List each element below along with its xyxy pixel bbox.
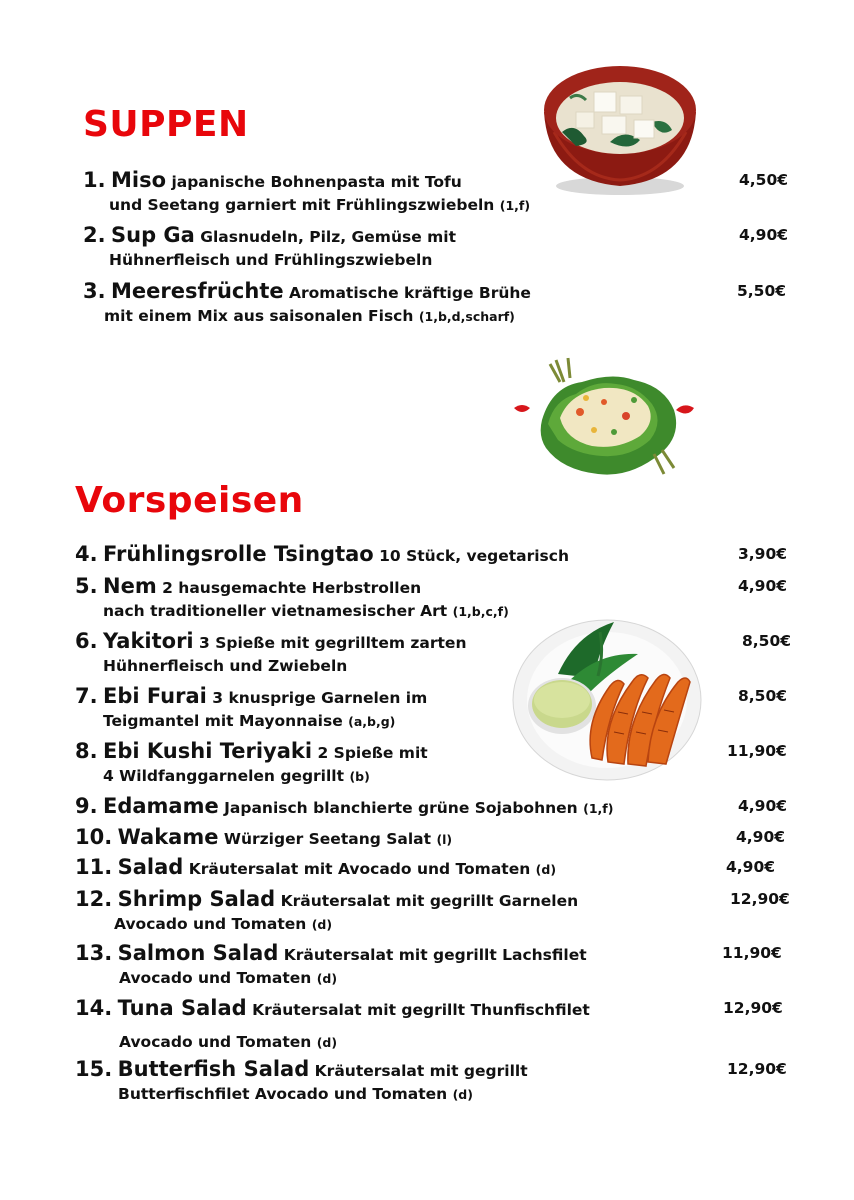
- section-title-suppen: SUPPEN: [83, 104, 249, 145]
- item-allergens: (1,f): [499, 198, 531, 213]
- item-number: 6.: [75, 629, 98, 653]
- item-name: Salad: [117, 855, 184, 879]
- grilled-shrimp-photo: [510, 612, 704, 782]
- item-name: Edamame: [103, 794, 219, 818]
- item-description: 2 hausgemachte Herbstrollen: [162, 579, 422, 597]
- item-name: Yakitori: [103, 629, 194, 653]
- item-allergens: (a,b,g): [348, 714, 396, 729]
- item-number: 9.: [75, 794, 98, 818]
- item-description: Japanisch blanchierte grüne Sojabohnen: [224, 799, 578, 817]
- item-description: 10 Stück, vegetarisch: [379, 547, 569, 565]
- item-description: 2 Spieße mit: [317, 744, 428, 762]
- item-allergens: (1,b,c,f): [452, 604, 509, 619]
- section-title-vorspeisen: Vorspeisen: [75, 480, 304, 521]
- item-price: 4,90€: [739, 226, 789, 244]
- item-description-line2: Avocado und Tomaten: [119, 969, 312, 987]
- item-number: 7.: [75, 684, 98, 708]
- item-name: Ebi Furai: [103, 684, 207, 708]
- item-description-line2: und Seetang garniert mit Frühlingszwiebeln: [109, 196, 495, 214]
- menu-item-meeresfruechte: [83, 279, 531, 328]
- menu-item-butterfish-salad: [75, 1057, 528, 1106]
- item-number: 12.: [75, 887, 113, 911]
- item-number: 15.: [75, 1057, 113, 1081]
- item-price: 12,90€: [727, 1060, 787, 1078]
- menu-item-nem: [75, 574, 509, 623]
- item-description-line2: Avocado und Tomaten: [114, 915, 307, 933]
- item-price: 4,90€: [736, 828, 786, 846]
- item-number: 13.: [75, 941, 113, 965]
- item-allergens: (d): [535, 862, 557, 877]
- item-price: 4,90€: [726, 858, 776, 876]
- menu-item-shrimp-salad: [75, 887, 578, 936]
- item-price: 3,90€: [738, 545, 788, 563]
- item-allergens: (1,b,d,scharf): [418, 309, 515, 324]
- item-price: 12,90€: [730, 890, 790, 908]
- item-allergens: (l): [436, 832, 453, 847]
- item-allergens: (b): [349, 769, 370, 784]
- miso-soup-photo: [540, 62, 700, 198]
- item-number: 11.: [75, 855, 113, 879]
- item-number: 5.: [75, 574, 98, 598]
- item-name: Wakame: [117, 825, 219, 849]
- item-name: Nem: [103, 574, 157, 598]
- item-description-line2: 4 Wildfanggarnelen gegrillt: [103, 767, 345, 785]
- menu-item-edamame: [75, 794, 613, 821]
- item-number: 3.: [83, 279, 106, 303]
- item-name: Meeresfrüchte: [111, 279, 284, 303]
- item-name: Butterfish Salad: [117, 1057, 310, 1081]
- item-name: Sup Ga: [111, 223, 195, 247]
- item-description: 3 Spieße mit gegrilltem zarten: [199, 634, 467, 652]
- menu-item-salmon-salad: [75, 941, 587, 990]
- item-price: 4,90€: [738, 577, 788, 595]
- item-description: Würziger Seetang Salat: [223, 830, 432, 848]
- item-price: 4,90€: [738, 797, 788, 815]
- item-description-line2: mit einem Mix aus saisonalen Fisch: [104, 307, 414, 325]
- menu-item-salad: [75, 855, 556, 882]
- item-price: 11,90€: [727, 742, 787, 760]
- item-name: Shrimp Salad: [117, 887, 276, 911]
- menu-item-wakame: [75, 825, 452, 852]
- item-description: Glasnudeln, Pilz, Gemüse mit: [200, 228, 456, 246]
- item-allergens: (d): [316, 971, 338, 986]
- menu-item-ebi-furai: [75, 684, 427, 733]
- menu-item-fruehlingsrolle: [75, 542, 569, 568]
- item-description: Kräutersalat mit Avocado und Tomaten: [188, 860, 531, 878]
- item-price: 12,90€: [723, 999, 783, 1017]
- item-price: 8,50€: [742, 632, 792, 650]
- item-description: Kräutersalat mit gegrillt Thunfischfilet: [252, 1001, 590, 1019]
- item-description-line2: nach traditioneller vietnamesischer Art: [103, 602, 448, 620]
- item-description-line2: Teigmantel mit Mayonnaise: [103, 712, 343, 730]
- item-description: Kräutersalat mit gegrillt: [314, 1062, 528, 1080]
- item-number: 4.: [75, 542, 98, 566]
- item-price: 11,90€: [722, 944, 782, 962]
- item-number: 14.: [75, 996, 113, 1020]
- menu-item-miso: [83, 168, 530, 217]
- item-name: Ebi Kushi Teriyaki: [103, 739, 313, 763]
- item-description: Kräutersalat mit gegrillt Lachsfilet: [283, 946, 587, 964]
- item-allergens: (1,f): [583, 801, 614, 816]
- item-number: 2.: [83, 223, 106, 247]
- item-price: 4,50€: [739, 171, 789, 189]
- menu-item-ebi-kushi-teriyaki: [75, 739, 428, 788]
- item-description-line2: Hühnerfleisch und Frühlingszwiebeln: [109, 251, 433, 269]
- item-description-line2: Hühnerfleisch und Zwiebeln: [103, 657, 348, 675]
- item-description: 3 knusprige Garnelen im: [212, 689, 428, 707]
- item-allergens: (d): [311, 917, 333, 932]
- item-allergens: (d): [316, 1035, 338, 1050]
- item-name: Tuna Salad: [117, 996, 247, 1020]
- menu-item-tuna-salad: [75, 996, 590, 1054]
- item-description: Kräutersalat mit gegrillt Garnelen: [280, 892, 579, 910]
- item-name: Frühlingsrolle Tsingtao: [103, 542, 374, 566]
- item-number: 1.: [83, 168, 106, 192]
- item-allergens: (d): [452, 1087, 473, 1102]
- item-description: Aromatische kräftige Brühe: [289, 284, 531, 302]
- item-price: 8,50€: [738, 687, 788, 705]
- item-description-line2: Avocado und Tomaten: [119, 1033, 312, 1051]
- item-number: 10.: [75, 825, 113, 849]
- salad-photo: [508, 354, 700, 478]
- menu-item-yakitori: [75, 629, 466, 677]
- item-number: 8.: [75, 739, 98, 763]
- menu-item-sup-ga: [83, 223, 456, 271]
- item-name: Miso: [111, 168, 167, 192]
- item-price: 5,50€: [737, 282, 787, 300]
- item-description-line2: Butterfischfilet Avocado und Tomaten: [118, 1085, 448, 1103]
- item-description: japanische Bohnenpasta mit Tofu: [171, 173, 462, 191]
- item-name: Salmon Salad: [117, 941, 279, 965]
